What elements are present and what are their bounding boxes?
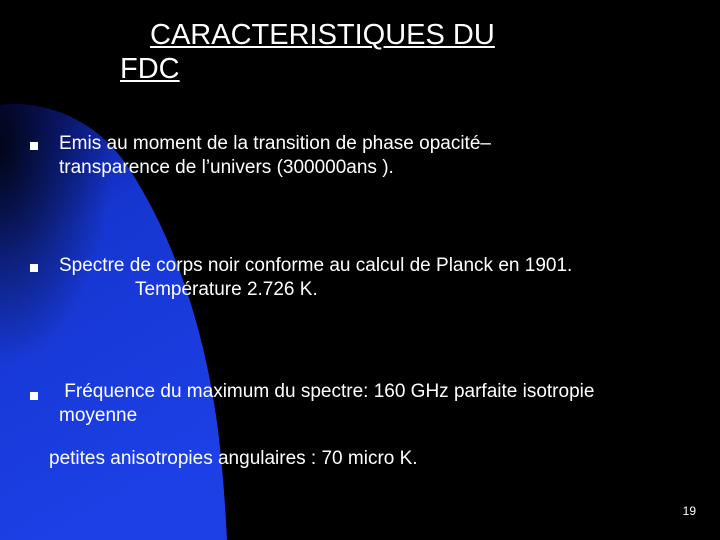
sub-text-anisotropies: petites anisotropies angulaires : 70 micro K. (49, 448, 418, 469)
list-item-2 (59, 254, 572, 302)
list-item-3-line1: Fréquence du maximum du spectre: 160 GHz parfaite isotropie (59, 381, 595, 402)
slide-title-line1: CARACTERISTIQUES DU (150, 19, 495, 51)
bullet-square-icon (30, 142, 38, 150)
bullet-square-icon (30, 392, 38, 400)
bullet-square-icon (30, 264, 38, 272)
slide-title (120, 18, 600, 86)
slide-title-line2: FDC (120, 53, 180, 85)
list-item-2-line1: Spectre de corps noir conforme au calcul de Planck en 1901. (59, 255, 573, 276)
list-item-3 (59, 380, 594, 428)
list-item-3-line2: moyenne (59, 405, 138, 426)
list-item-2-line2: Température 2.726 K. (135, 279, 318, 300)
list-item-1-line2: transparence de l’univers (300000ans ). (59, 157, 394, 178)
page-number: 19 (682, 504, 696, 518)
list-item-1 (59, 132, 491, 180)
list-item-1-line1: Emis au moment de la transition de phase opacité– (59, 133, 491, 154)
